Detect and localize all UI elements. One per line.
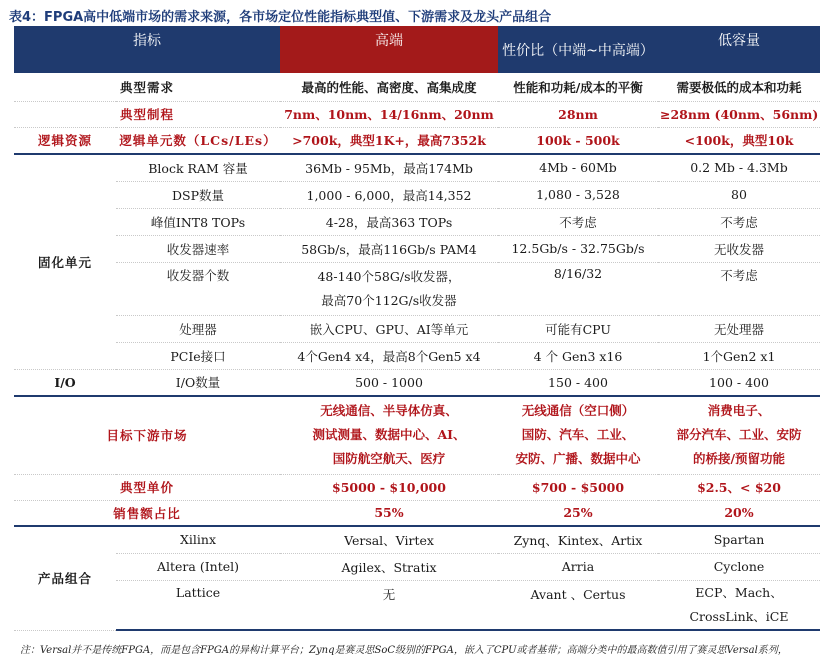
label-lattice: Lattice xyxy=(116,580,280,630)
row-xilinx xyxy=(14,526,820,553)
row-bram xyxy=(14,154,820,181)
row-io xyxy=(14,369,820,396)
dsp-high: 1,000 - 6,000，最高14,352 xyxy=(280,181,498,208)
header-high: 高端 xyxy=(280,26,498,73)
dsp-low: 80 xyxy=(658,181,820,208)
row-cpu xyxy=(14,315,820,342)
logic-high: >700k，典型1K+，最高7352k xyxy=(280,127,498,154)
int8-mid: 不考虑 xyxy=(498,208,658,235)
lattice-low-line1: ECP、Mach、 xyxy=(695,584,783,600)
row-altera xyxy=(14,553,820,580)
logic-low: <100k，典型10k xyxy=(658,127,820,154)
label-xcvr-rate: 收发器速率 xyxy=(116,235,280,262)
xcvr-count-mid: 8/16/32 xyxy=(498,262,658,315)
table-caption: 表4：FPGA高中低端市场的需求来源，各市场定位性能指标典型值、下游需求及龙头产品组合 xyxy=(9,10,552,25)
pcie-high: 4个Gen4 x4，最高8个Gen5 x4 xyxy=(280,342,498,369)
pcie-low: 1个Gen2 x1 xyxy=(658,342,820,369)
process-high: 7nm、10nm、14/16nm、20nm xyxy=(280,101,498,127)
market-high xyxy=(280,396,498,474)
market-low-line1: 消费电子、 xyxy=(707,403,771,419)
market-low xyxy=(658,396,820,474)
altera-high: Agilex、Stratix xyxy=(280,553,498,580)
market-high-line1: 无线通信、半导体仿真、 xyxy=(320,403,458,419)
label-io: I/O数量 xyxy=(116,369,280,396)
label-cpu: 处理器 xyxy=(116,315,280,342)
xcvr-rate-low: 无收发器 xyxy=(658,235,820,262)
label-int8: 峰值INT8 TOPs xyxy=(116,208,280,235)
io-high: 500 - 1000 xyxy=(280,369,498,396)
header-metric: 指标 xyxy=(14,26,280,73)
header-low: 低容量 xyxy=(658,26,820,73)
pcie-mid: 4 个 Gen3 x16 xyxy=(498,342,658,369)
xcvr-count-high-line1: 48-140个58G/s收发器， xyxy=(317,268,461,284)
label-xcvr-count: 收发器个数 xyxy=(116,262,280,315)
altera-low: Cyclone xyxy=(658,553,820,580)
row-process xyxy=(14,101,820,127)
lattice-high: 无 xyxy=(280,580,498,630)
row-price xyxy=(14,474,820,500)
bram-low: 0.2 Mb - 4.3Mb xyxy=(658,154,820,181)
bram-mid: 4Mb - 60Mb xyxy=(498,154,658,181)
group-products: 产品组合 xyxy=(14,526,116,630)
lattice-low-line2: CrossLink、iCE xyxy=(689,608,789,624)
xcvr-count-high-line2: 最高70个112G/s收发器 xyxy=(321,292,457,308)
io-mid: 150 - 400 xyxy=(498,369,658,396)
row-demand xyxy=(14,73,820,101)
demand-low: 需要极低的成本和功耗 xyxy=(658,73,820,101)
lattice-low xyxy=(658,580,820,630)
label-logic: 逻辑单元数（LCs/LEs） xyxy=(116,127,280,154)
label-price: 典型单价 xyxy=(14,474,280,500)
xilinx-mid: Zynq、Kintex、Artix xyxy=(498,526,658,553)
logic-mid: 100k - 500k xyxy=(498,127,658,154)
header-mid: 性价比（中端~中高端） xyxy=(498,26,658,73)
io-low: 100 - 400 xyxy=(658,369,820,396)
group-fixed: 固化单元 xyxy=(14,154,116,369)
row-share xyxy=(14,500,820,526)
xcvr-count-high xyxy=(280,262,498,315)
process-mid: 28nm xyxy=(498,101,658,127)
market-mid xyxy=(498,396,658,474)
lattice-mid: Avant 、Certus xyxy=(498,580,658,630)
header-row xyxy=(14,26,820,73)
row-int8 xyxy=(14,208,820,235)
label-dsp: DSP数量 xyxy=(116,181,280,208)
group-logic: 逻辑资源 xyxy=(14,127,116,154)
row-xcvr-count xyxy=(14,262,820,315)
market-mid-line1: 无线通信（空口侧） xyxy=(521,403,635,419)
cpu-high: 嵌入CPU、GPU、AI等单元 xyxy=(280,315,498,342)
share-high: 55% xyxy=(280,500,498,526)
market-high-line2: 测试测量、数据中心、AI、 xyxy=(312,427,466,443)
market-low-line2: 部分汽车、工业、安防 xyxy=(676,427,802,443)
demand-mid: 性能和功耗/成本的平衡 xyxy=(498,73,658,101)
row-dsp xyxy=(14,181,820,208)
fpga-market-table xyxy=(14,26,820,631)
row-pcie xyxy=(14,342,820,369)
price-low: $2.5、< $20 xyxy=(658,474,820,500)
dsp-mid: 1,080 - 3,528 xyxy=(498,181,658,208)
label-bram: Block RAM 容量 xyxy=(116,154,280,181)
demand-high: 最高的性能、高密度、高集成度 xyxy=(280,73,498,101)
xcvr-count-low: 不考虑 xyxy=(658,262,820,315)
xilinx-low: Spartan xyxy=(658,526,820,553)
int8-high: 4-28，最高363 TOPs xyxy=(280,208,498,235)
cpu-mid: 可能有CPU xyxy=(498,315,658,342)
market-mid-line2: 国防、汽车、工业、 xyxy=(521,427,635,443)
xcvr-rate-high: 58Gb/s，最高116Gb/s PAM4 xyxy=(280,235,498,262)
footnote: 注：Versal并不是传统FPGA，而是包含FPGA的异构计算平台；Zynq是赛灵思SoC级别的FPGA，嵌入了CPU或者基带；高端分类中的最高数值引用了赛灵思Versal系列， xyxy=(20,645,788,656)
label-share: 销售额占比 xyxy=(14,500,280,526)
xcvr-rate-mid: 12.5Gb/s - 32.75Gb/s xyxy=(498,235,658,262)
market-high-line3: 国防航空航天、医疗 xyxy=(332,451,446,467)
share-mid: 25% xyxy=(498,500,658,526)
row-xcvr-rate xyxy=(14,235,820,262)
row-lattice xyxy=(14,580,820,630)
cpu-low: 无处理器 xyxy=(658,315,820,342)
market-low-line3: 的桥接/预留功能 xyxy=(692,451,786,467)
label-xilinx: Xilinx xyxy=(116,526,280,553)
label-market: 目标下游市场 xyxy=(14,396,280,474)
label-demand: 典型需求 xyxy=(14,73,280,101)
label-process: 典型制程 xyxy=(14,101,280,127)
xilinx-high: Versal、Virtex xyxy=(280,526,498,553)
price-high: $5000 - $10,000 xyxy=(280,474,498,500)
market-mid-line3: 安防、广播、数据中心 xyxy=(515,451,641,467)
bram-high: 36Mb - 95Mb，最高174Mb xyxy=(280,154,498,181)
process-low: ≥28nm (40nm、56nm) xyxy=(658,101,820,127)
group-io: I/O xyxy=(14,369,116,396)
price-mid: $700 - $5000 xyxy=(498,474,658,500)
row-logic xyxy=(14,127,820,154)
int8-low: 不考虑 xyxy=(658,208,820,235)
label-pcie: PCIe接口 xyxy=(116,342,280,369)
row-market xyxy=(14,396,820,474)
altera-mid: Arria xyxy=(498,553,658,580)
label-altera: Altera (Intel) xyxy=(116,553,280,580)
share-low: 20% xyxy=(658,500,820,526)
